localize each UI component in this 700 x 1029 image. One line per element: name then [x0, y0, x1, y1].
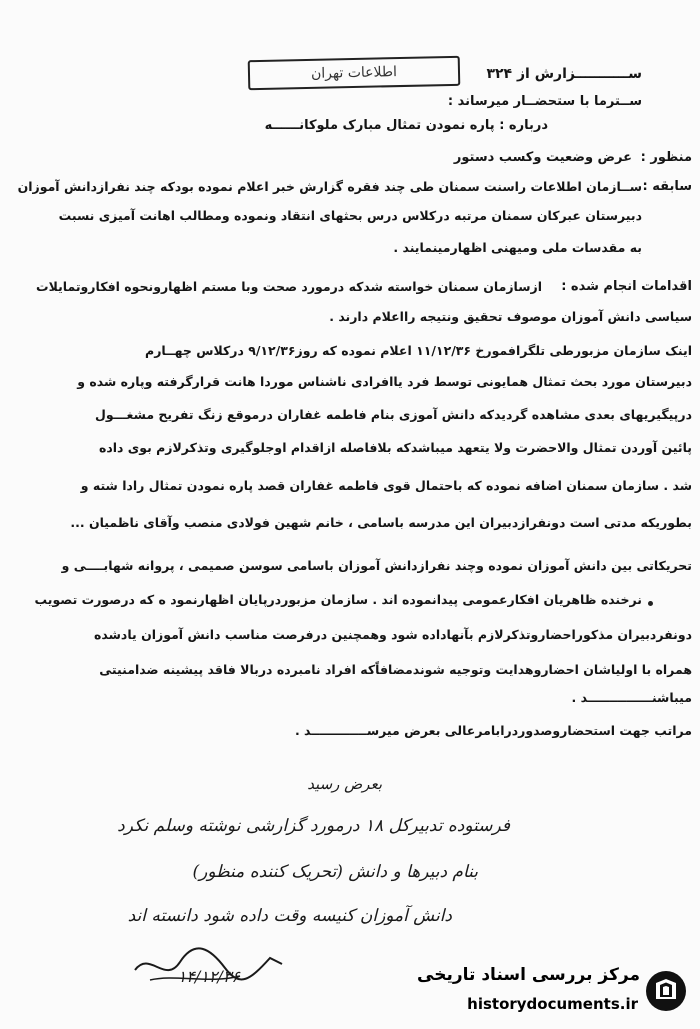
body-line-1: اینک سازمان مزبورطی تلگرافمورخ ۱۱/۱۲/۳۶ اعلام نموده که روز۹/۱۲/۳۶ درکلاس چهــارم: [145, 343, 692, 358]
body-line-7: تحریکاتی بین دانش آموزان نموده وچند نفرازدانش آموزان باسامی سوسن صمیمی ، پروانه شهابــــی و: [61, 558, 692, 573]
body-line-5: شد . سازمان سمنان اضافه نموده که باحتمال قوی فاطمه غفاران قصد پاره نمودن تمثال رادا شته و: [80, 478, 692, 493]
body-line-8: نرخنده ظاهریان افکارعمومی پیدانموده اند . سازمان مزبوردرپایان اظهارنمود ه که درصورت تصویب: [34, 592, 642, 607]
archive-watermark: [404, 963, 690, 1025]
watermark-url: historydocuments.ir: [467, 995, 638, 1013]
handwritten-line-3: بنام دبیرها و دانش (تحریک کننده منظور): [192, 862, 478, 882]
handwritten-line-4: دانش آموزان کنیسه وقت داده شود دانسته اند: [127, 906, 452, 926]
handwritten-line-1: بعرض رسید: [307, 775, 382, 793]
handwritten-date: ۱۴/۱۲/۳۶: [177, 967, 240, 986]
background-line-1: ســازمان اطلاعات راسنت سمنان طی چند فقره گزارش خبر اعلام نموده بودکه چند نفرازدانش آموزان: [17, 179, 642, 194]
purpose-label: منظور :: [640, 150, 692, 165]
body-line-11: میباشنـــــــــــــــد .: [571, 690, 692, 705]
actions-line-2: سیاسی دانش آموزان موصوف تحقیق ونتیجه رااعلام دارند .: [329, 309, 692, 324]
actions-label: اقدامات انجام شده :: [561, 279, 692, 294]
subject-line: درباره : پاره نمودن تمثال مبارک ملوکانــــــه: [264, 118, 548, 133]
body-line-6: بطوریکه مدتی است دونفرازدبیران این مدرسه باسامی ، خانم شهین فولادی منصب وآقای ناظمیان ...: [70, 515, 692, 530]
body-line-4: پائین آوردن تمثال والاحضرت ولا یتعهد میباشدکه بلافاصله ازاقدام اوجلوگیری وتذکرلازم بوی داده: [98, 440, 692, 455]
background-line-2: دبیرستان عبرکان سمنان مرتبه درکلاس درس بحثهای انتقاد ونموده ومطالب اهانت آمیزی نسبت: [58, 208, 642, 223]
margin-bullet: [648, 601, 653, 606]
body-line-2: دبیرستان مورد بحث تمثال همایونی توسط فرد یاافرادی ناشناس موردا هانت قرارگرفته وپاره شده و: [77, 374, 692, 389]
actions-line-1: ازسازمان سمنان خواسته شدکه درمورد صحت وبا مستم اظهارونحوه افکاروتمایلات: [36, 279, 542, 294]
watermark-title: مرکز بررسی اسناد تاریخی: [417, 965, 640, 985]
body-line-10: همراه با اولیاشان احضاروهدایت وتوجیه شوندمضافاًکه افراد نامبرده دربالا فاقد پیشینه ضدامنیتی: [99, 662, 692, 677]
archive-logo-icon: [644, 969, 688, 1013]
body-line-9: دونفردبیران مذکوراحضاروتذکرلازم بآنهاداده شود وهمچنین درفرصت مناسب دانش آموزان یادشده: [94, 627, 692, 642]
background-line-3: به مقدسات ملی ومیهنی اظهارمینمایند .: [393, 240, 642, 255]
report-number: ســـــــــــزارش از ۳۲۴: [486, 66, 642, 82]
handwritten-line-2: فرستوده تدبیرکل ۱۸ درمورد گزارشی نوشته وسلم نکرد: [117, 816, 510, 836]
background-label: سابقه :: [642, 179, 692, 194]
classification-stamp: اطلاعات تهران: [248, 56, 461, 90]
closing-line: مراتب جهت استحضاروصدوردرابامرعالی بعرض میرســـــــــــــد .: [294, 723, 692, 738]
body-line-3: درپیگیریهای بعدی مشاهده گردیدکه دانش آموزی بنام فاطمه غفاران درموقع زنگ تفریح مشغـــول: [95, 407, 692, 422]
recipient-line: ســترما با ستحضــار میرساند :: [447, 94, 642, 109]
purpose-value: عرض وضعیت وکسب دستور: [453, 150, 632, 165]
